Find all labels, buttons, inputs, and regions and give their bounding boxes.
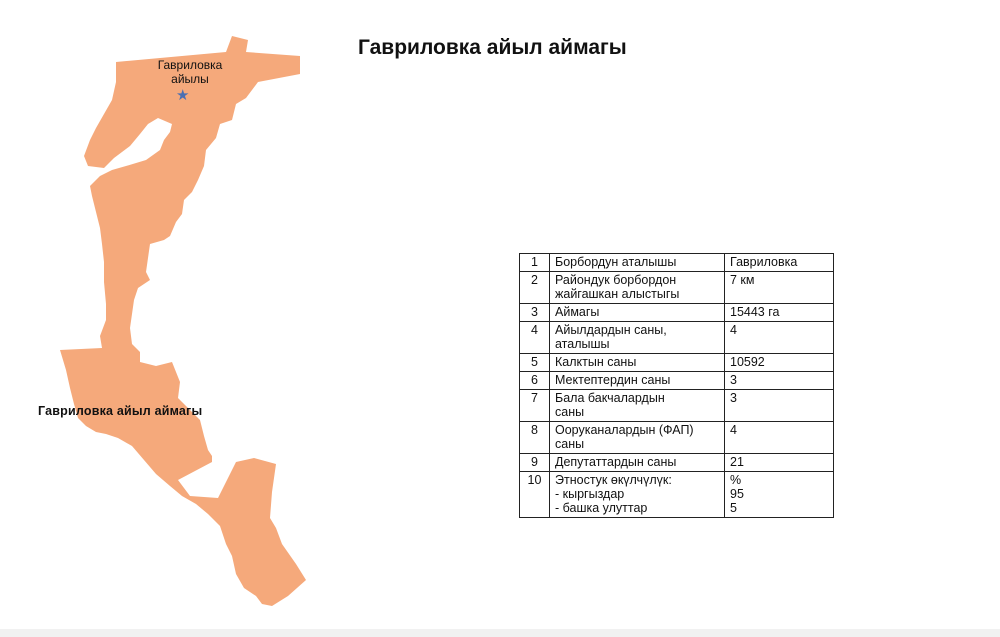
row-value [725,372,834,390]
row-number: 2 [520,272,550,304]
row-number: 9 [520,454,550,472]
row-number: 4 [520,322,550,354]
row-value-line: 21 [730,455,744,469]
row-value [725,472,834,518]
row-value [725,254,834,272]
row-label-line: Мектептердин саны [555,373,671,387]
row-value-line: % [730,473,742,487]
row-number: 10 [520,472,550,518]
row-label [550,304,725,322]
bottom-strip [0,629,1000,637]
table-row [520,254,834,272]
table-row [520,322,834,354]
row-value [725,322,834,354]
row-number: 1 [520,254,550,272]
table-row [520,372,834,390]
row-value-line: 4 [730,323,737,337]
row-value-line: 10592 [730,355,765,369]
row-label-line: Этностук өкүлчүлүк: [555,473,672,487]
row-label-line: - кыргыздар [555,487,625,501]
row-label-line: саны [555,405,585,419]
row-value-line: 3 [730,373,737,387]
row-number: 7 [520,390,550,422]
row-value-line: 95 [730,487,744,501]
info-table [519,253,834,518]
row-label-line: Калктын саны [555,355,637,369]
info-table-body [520,254,834,518]
row-value [725,422,834,454]
row-label-line: Ооруканалардын (ФАП) [555,423,694,437]
row-value-line: 3 [730,391,737,405]
row-number: 5 [520,354,550,372]
region-shape [60,36,306,606]
row-value-line: 15443 га [730,305,780,319]
row-label [550,390,725,422]
row-label-line: Аймагы [555,305,600,319]
table-row [520,272,834,304]
row-value [725,272,834,304]
row-label [550,372,725,390]
row-label-line: аталышы [555,337,610,351]
row-label [550,354,725,372]
row-label-line: Бала бакчалардын [555,391,665,405]
row-label-line: Борбордун аталышы [555,255,677,269]
row-label [550,454,725,472]
area-label: Гавриловка айыл аймагы [38,404,203,418]
row-label-line: жайгашкан алыстыгы [555,287,680,301]
row-value-line: 7 км [730,273,755,287]
row-number: 6 [520,372,550,390]
row-value [725,454,834,472]
table-row [520,390,834,422]
table-row [520,354,834,372]
row-label-line: Райондук борбордон [555,273,677,287]
row-label-line: - башка улуттар [555,501,648,515]
page-title: Гавриловка айыл аймагы [358,36,627,59]
row-value-line: Гавриловка [730,255,798,269]
row-value [725,304,834,322]
table-row [520,454,834,472]
table-row [520,422,834,454]
table-row [520,472,834,518]
row-label [550,422,725,454]
row-label-line: Депутаттардын саны [555,455,677,469]
row-label-line: саны [555,437,585,451]
row-label [550,254,725,272]
star-icon: ★ [176,87,190,104]
row-label [550,272,725,304]
village-label-line: Гавриловка [157,58,223,72]
village-label-line: айылы [171,72,209,86]
row-label-line: Айылдардын саны, [555,323,667,337]
row-value [725,390,834,422]
row-label [550,472,725,518]
row-label [550,322,725,354]
row-value [725,354,834,372]
row-number: 8 [520,422,550,454]
table-row [520,304,834,322]
row-number: 3 [520,304,550,322]
row-value-line: 5 [730,501,737,515]
village-label [140,58,240,86]
row-value-line: 4 [730,423,737,437]
